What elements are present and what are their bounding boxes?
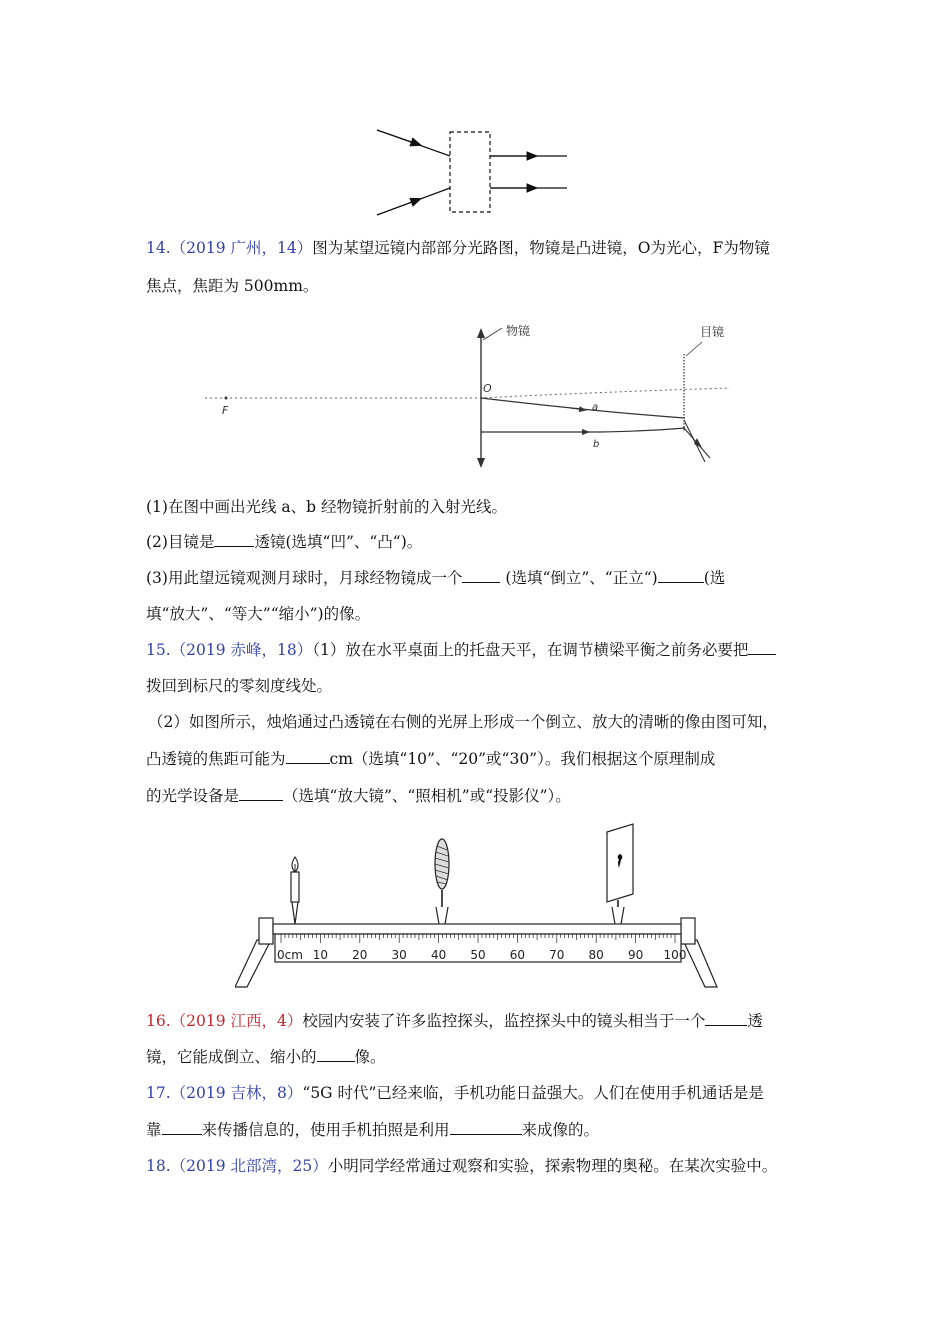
convex-lens (435, 839, 449, 924)
q16-line2 (146, 1047, 386, 1067)
blank-signal-medium[interactable] (162, 1120, 202, 1135)
dashed-box (450, 132, 490, 212)
ray-b (481, 428, 685, 432)
bench-rail (273, 924, 681, 934)
blank-image-kind[interactable] (317, 1047, 355, 1062)
q15-text5b: （选填“放大镜”、“照相机”或“投影仪”）。 (283, 787, 571, 805)
scale-tick-label: 10 (312, 948, 329, 962)
q15-line5 (146, 786, 571, 806)
q15-tag: 15.（2019 赤峰，18） (146, 641, 313, 659)
blank-image-size[interactable] (658, 568, 704, 583)
q16-line1 (146, 1011, 763, 1031)
bench-end-left (259, 918, 273, 944)
q17-text1: “5G 时代”已经来临，手机功能日益强大。人们在使用手机通话是是 (302, 1084, 764, 1102)
q14-part2 (146, 532, 422, 552)
q14-p3-text-c: (选 (703, 569, 726, 587)
scale-tick-label: 50 (470, 948, 486, 962)
q15-text5a: 的光学设备是 (146, 787, 240, 805)
q14-text1: 图为某望远镜内部部分光路图，物镜是凸进镜，O为光心，F为物镜 (312, 239, 770, 257)
scale-tick-label: 100 (663, 948, 687, 962)
incoming-ray-bottom-arrow (377, 199, 420, 215)
objective-label: 物镜 (506, 324, 531, 338)
scale-tick-label: 20 (352, 948, 368, 962)
q14-p3-text-b: (选填“倒立”、“正立“) (500, 569, 658, 587)
q14-part3-cont (146, 604, 370, 624)
q14-part3 (146, 568, 725, 588)
q16-text2a: 镜，它能成倒立、缩小的 (146, 1048, 317, 1066)
q17-line1 (146, 1083, 764, 1103)
q15-line3 (148, 712, 778, 732)
objective-arrow-bottom (477, 458, 485, 468)
q15-line4 (146, 749, 715, 769)
q14-p3-text-d: 填“放大”、“等大”“缩小”)的像。 (146, 605, 371, 623)
scale-tick-label: 70 (549, 948, 565, 962)
q17-text2c: 来成像的。 (521, 1121, 600, 1139)
q16-text2b: 像。 (354, 1048, 386, 1066)
q14-tag: 14.（2019 广州，14） (146, 239, 313, 257)
objective-label-leader (483, 328, 502, 340)
q14-p3-text-a: (3)用此望远镜观测月球时，月球经物镜成一个 (146, 569, 463, 587)
blank-image-orientation[interactable] (462, 568, 500, 583)
ray-a (481, 398, 685, 418)
eyepiece-label: 目镜 (700, 325, 725, 339)
o-label: O (483, 382, 492, 395)
scale-tick-label: 90 (627, 948, 644, 962)
q17-text2a: 靠 (146, 1121, 162, 1139)
q18-line1 (146, 1156, 777, 1176)
blank-eyepiece-type[interactable] (214, 532, 254, 547)
q15-text4b: cm（选填“10”、“20”或“30”）。我们根据这个原理制成 (329, 750, 716, 768)
q16-text1b: 透 (747, 1012, 763, 1030)
light-screen (607, 824, 633, 924)
incoming-ray-top-arrow (377, 130, 420, 145)
q17-line2 (146, 1120, 599, 1140)
q14-p1-text: (1)在图中画出光线 a、b 经物镜折射前的入射光线。 (146, 498, 507, 516)
q14-line1 (146, 238, 770, 258)
scale-tick-label: 60 (509, 948, 526, 962)
scale-tick-label: 80 (588, 948, 604, 962)
bench-leg-right (683, 940, 717, 987)
q15-line2 (146, 676, 332, 696)
scale-tick-label: 40 (430, 948, 447, 962)
exit-ray-arrow (694, 438, 702, 448)
q15-text4a: 凸透镜的焦距可能为 (146, 750, 286, 768)
q15-line1 (146, 640, 776, 660)
q14-p2-text-a: (2)目镜是 (146, 533, 215, 551)
blank-lens-type[interactable] (705, 1011, 747, 1026)
bench-leg-left (235, 940, 271, 987)
scale-tick-label: 30 (391, 948, 407, 962)
q17-tag: 17.（2019 吉林，8） (146, 1084, 303, 1102)
exit-ray-1 (684, 420, 705, 462)
q16-text1: 校园内安装了许多监控探头，监控探头中的镜头相当于一个 (302, 1012, 706, 1030)
optical-bench-diagram (235, 822, 720, 992)
scale-tick-label: 0cm (277, 948, 303, 962)
blank-imaging-device[interactable] (450, 1120, 522, 1135)
q15-text3: （2）如图所示，烛焰通过凸透镜在右侧的光屏上形成一个倒立、放大的清晰的像由图可知， (148, 713, 778, 731)
q14-line2 (146, 276, 318, 296)
q14-text2: 焦点，焦距为 500mm。 (146, 277, 319, 295)
bench-end-right (681, 918, 695, 944)
b-label: b (593, 439, 600, 450)
eyepiece-label-leader (686, 342, 702, 356)
q18-text1: 小明同学经常通过观察和实验，探索物理的奥秘。在某次实验中。 (327, 1157, 778, 1175)
blank-optical-device[interactable] (239, 786, 283, 801)
q14-part1 (146, 497, 507, 517)
principal-axis-right (480, 388, 730, 398)
dashed-box-light-path-diagram (370, 122, 575, 222)
candle (291, 857, 299, 924)
q17-text2b: 来传播信息的，使用手机拍照是利用 (201, 1121, 450, 1139)
a-label: a (592, 402, 599, 413)
q15-text1: （1）放在水平桌面上的托盘天平，在调节横梁平衡之前务必要把 (312, 641, 749, 659)
q14-p2-text-b: 透镜(选填“凹”、“凸“)。 (254, 533, 423, 551)
objective-arrow-top (477, 328, 485, 338)
blank-balance-part[interactable] (748, 640, 776, 655)
telescope-light-path-diagram (200, 320, 745, 475)
f-label: F (222, 404, 229, 417)
focus-point (225, 397, 228, 400)
blank-focal-length[interactable] (286, 749, 330, 764)
q16-tag: 16.（2019 江西，4） (146, 1012, 303, 1030)
q15-text2: 拨回到标尺的零刻度线处。 (146, 677, 333, 695)
q18-tag: 18.（2019 北部湾，25） (146, 1157, 328, 1175)
